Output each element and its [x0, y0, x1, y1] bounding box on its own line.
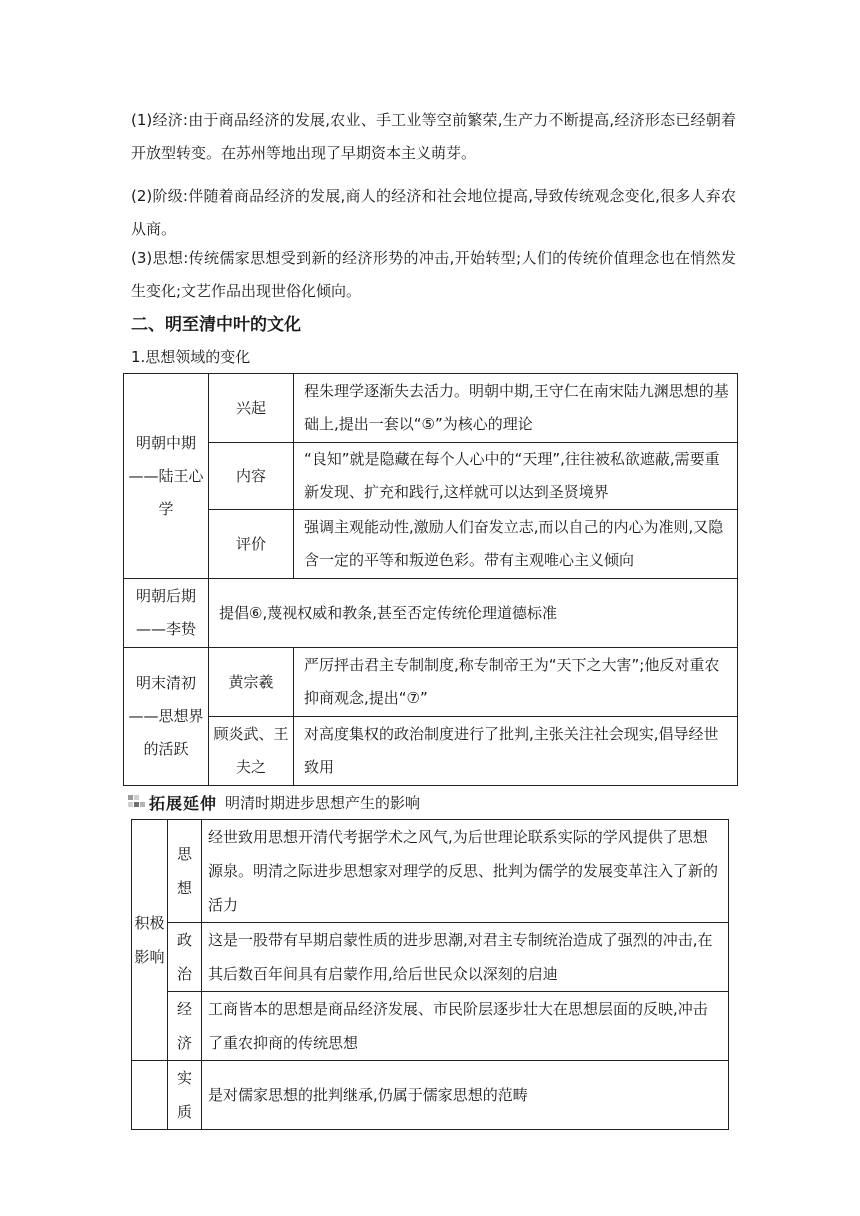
period-cell: 明朝中期——陆王心学 — [124, 374, 209, 579]
aspect-cell: 经济 — [168, 992, 202, 1061]
table-row — [124, 510, 738, 579]
content-cell: 严厉抨击君主专制制度,称专制帝王为“天下之大害”;他反对重农抑商观念,提出“⑦” — [294, 648, 738, 717]
table-row — [124, 374, 738, 443]
aspect-cell: 顾炎武、王夫之 — [209, 717, 294, 786]
content-cell: 提倡⑥,蔑视权威和教条,甚至否定传统伦理道德标准 — [209, 579, 738, 648]
content-cell: 程朱理学逐渐失去活力。明朝中期,王守仁在南宋陆九渊思想的基础上,提出一套以“⑤”为核心的理论 — [294, 374, 738, 443]
aspect-cell: 兴起 — [209, 374, 294, 443]
content-cell: 强调主观能动性,激励人们奋发立志,而以自己的内心为准则,又隐含一定的平等和叛逆色彩。带有主观唯心主义倾向 — [294, 510, 738, 579]
period-cell: 明末清初——思想界的活跃 — [124, 648, 209, 786]
extension-label: 拓展延伸 — [149, 793, 218, 813]
table-row — [132, 923, 729, 992]
aspect-cell: 实质 — [168, 1061, 202, 1130]
group-label-cell: 积极影响 — [132, 820, 168, 1061]
influence-table — [131, 819, 729, 1130]
section-title: 二、明至清中叶的文化 — [131, 315, 301, 335]
content-cell: 工商皆本的思想是商品经济发展、市民阶层逐步壮大在思想层面的反映,冲击了重农抑商的传统思想 — [202, 992, 729, 1061]
aspect-cell: 政治 — [168, 923, 202, 992]
aspect-cell: 思想 — [168, 820, 202, 923]
paragraph-thought: (3)思想:传统儒家思想受到新的经济形势的冲击,开始转型;人们的传统价值理念也在悄然发生变化;文艺作品出现世俗化倾向。 — [131, 249, 736, 300]
extension-title: 明清时期进步思想产生的影响 — [225, 793, 421, 812]
content-cell: “良知”就是隐藏在每个人心中的“天理”,往往被私欲遮蔽,需要重新发现、扩充和践行,这样就可以达到圣贤境界 — [294, 443, 738, 510]
aspect-cell: 评价 — [209, 510, 294, 579]
content-cell: 这是一股带有早期启蒙性质的进步思潮,对君主专制统治造成了强烈的冲击,在其后数百年间具有启蒙作用,给后世民众以深刻的启迪 — [202, 923, 729, 992]
period-cell: 明朝后期——李贽 — [124, 579, 209, 648]
table-row — [124, 717, 738, 786]
table-row — [124, 648, 738, 717]
empty-cell — [132, 1061, 168, 1130]
table-row — [124, 579, 738, 648]
table-row — [132, 1061, 729, 1130]
subsection-title: 1.思想领域的变化 — [131, 348, 251, 366]
paragraph-class: (2)阶级:伴随着商品经济的发展,商人的经济和社会地位提高,导致传统观念变化,很多人弃农从商。 — [131, 187, 736, 238]
aspect-cell: 内容 — [209, 443, 294, 510]
extension-header — [128, 790, 420, 814]
aspect-cell: 黄宗羲 — [209, 648, 294, 717]
table-row — [124, 443, 738, 510]
content-cell: 是对儒家思想的批判继承,仍属于儒家思想的范畴 — [202, 1061, 729, 1130]
content-cell: 经世致用思想开清代考据学术之风气,为后世理论联系实际的学风提供了思想源泉。明清之际进步思想家对理学的反思、批判为儒学的发展变革注入了新的活力 — [202, 820, 729, 923]
content-cell: 对高度集权的政治制度进行了批判,主张关注社会现实,倡导经世致用 — [294, 717, 738, 786]
table-row — [132, 992, 729, 1061]
thought-change-table — [123, 373, 738, 786]
paragraph-economy: (1)经济:由于商品经济的发展,农业、手工业等空前繁荣,生产力不断提高,经济形态已经朝着开放型转变。在苏州等地出现了早期资本主义萌芽。 — [131, 111, 736, 162]
grid-squares-icon — [128, 794, 146, 810]
table-row — [132, 820, 729, 923]
